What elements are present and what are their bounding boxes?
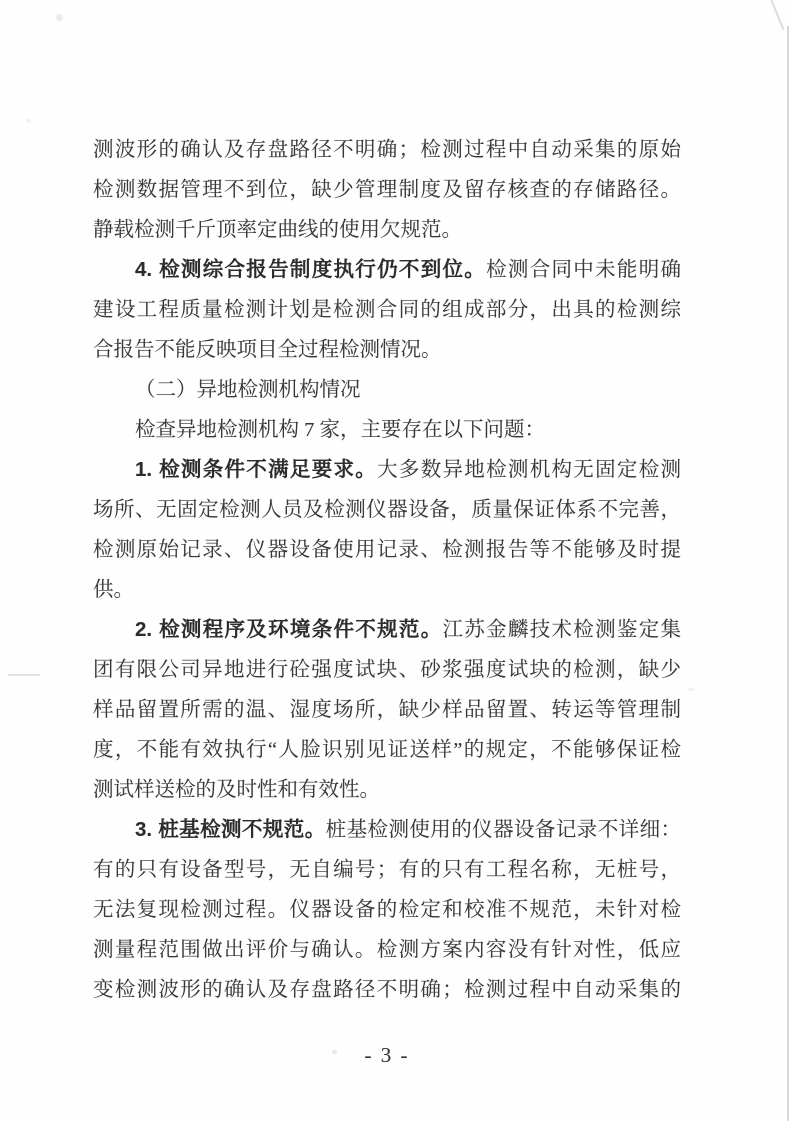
text-line [93, 530, 681, 570]
text-line [93, 650, 681, 690]
text-line [93, 970, 681, 1010]
text-line [93, 850, 681, 890]
text-line [93, 130, 681, 170]
body-text-segment: 样品留置所需的温、湿度场所，缺少样品留置、转运等管理制 [93, 699, 681, 721]
text-line [93, 250, 681, 290]
text-line [93, 170, 681, 210]
body-text-segment: 无法复现检测过程。仪器设备的检定和校准不规范，未针对检 [93, 899, 681, 921]
text-line [93, 410, 681, 450]
text-line [93, 290, 681, 330]
body-text-segment: 变检测波形的确认及存盘路径不明确；检测过程中自动采集的 [93, 979, 681, 1001]
scan-speck [26, 119, 31, 123]
body-text-segment: 建设工程质量检测计划是检测合同的组成部分，出具的检测综 [93, 299, 681, 321]
text-line [93, 490, 681, 530]
text-line [93, 730, 681, 770]
text-line [93, 890, 681, 930]
scan-speck [688, 688, 695, 691]
bold-heading-segment: 1. 检测条件不满足要求。 [135, 458, 378, 481]
body-text-segment: 测量程范围做出评价与确认。检测方案内容没有针对性，低应 [93, 939, 681, 961]
text-line [93, 610, 681, 650]
body-text-segment: 检测合同中未能明确 [486, 259, 681, 281]
body-text-segment: 江苏金麟技术检测鉴定集 [442, 619, 682, 641]
text-line [93, 450, 681, 490]
text-line [93, 930, 681, 970]
body-text-segment: 测试样送检的及时性和有效性。 [93, 779, 380, 801]
text-line [93, 210, 681, 250]
document-body [93, 130, 681, 1010]
body-text-segment: 测波形的确认及存盘路径不明确；检测过程中自动采集的原始 [93, 139, 681, 161]
scan-speck [56, 14, 63, 21]
body-text-segment: 检测原始记录、仪器设备使用记录、检测报告等不能够及时提 [93, 539, 681, 561]
body-text-segment: 场所、无固定检测人员及检测仪器设备，质量保证体系不完善， [93, 499, 681, 521]
page-number: - 3 - [364, 1043, 410, 1067]
body-text-segment: 供。 [93, 579, 134, 601]
body-text-segment: 有的只有设备型号，无自编号；有的只有工程名称，无桩号， [93, 859, 681, 881]
body-text-segment: 检查异地检测机构 7 家，主要存在以下问题： [135, 419, 545, 441]
scan-edge-line [787, 26, 789, 1121]
text-line [93, 330, 681, 370]
body-text-segment: 大多数异地检测机构无固定检测 [377, 459, 681, 481]
text-line [93, 370, 681, 410]
body-text-segment: 静载检测千斤顶率定曲线的使用欠规范。 [93, 219, 462, 241]
text-line [93, 810, 681, 850]
body-text-segment: （二）异地检测机构情况 [135, 379, 361, 401]
body-text-segment: 桩基检测使用的仪器设备记录不详细： [325, 819, 682, 841]
bold-heading-segment: 2. 检测程序及环境条件不规范。 [135, 618, 443, 641]
scan-edge-line-top [770, 0, 785, 30]
body-text-segment: 度，不能有效执行“人脸识别见证送样”的规定，不能够保证检 [93, 739, 681, 761]
body-text-segment: 合报告不能反映项目全过程检测情况。 [93, 339, 442, 361]
body-text-segment: 团有限公司异地进行砼强度试块、砂浆强度试块的检测，缺少 [93, 659, 681, 681]
body-text-segment: 检测数据管理不到位，缺少管理制度及留存核查的存储路径。 [93, 179, 681, 201]
scan-dash-artifact [8, 674, 40, 676]
text-line [93, 770, 681, 810]
bold-heading-segment: 4. 检测综合报告制度执行仍不到位。 [135, 258, 487, 281]
text-line [93, 690, 681, 730]
bold-heading-segment: 3. 桩基检测不规范。 [135, 818, 326, 841]
text-line [93, 570, 681, 610]
